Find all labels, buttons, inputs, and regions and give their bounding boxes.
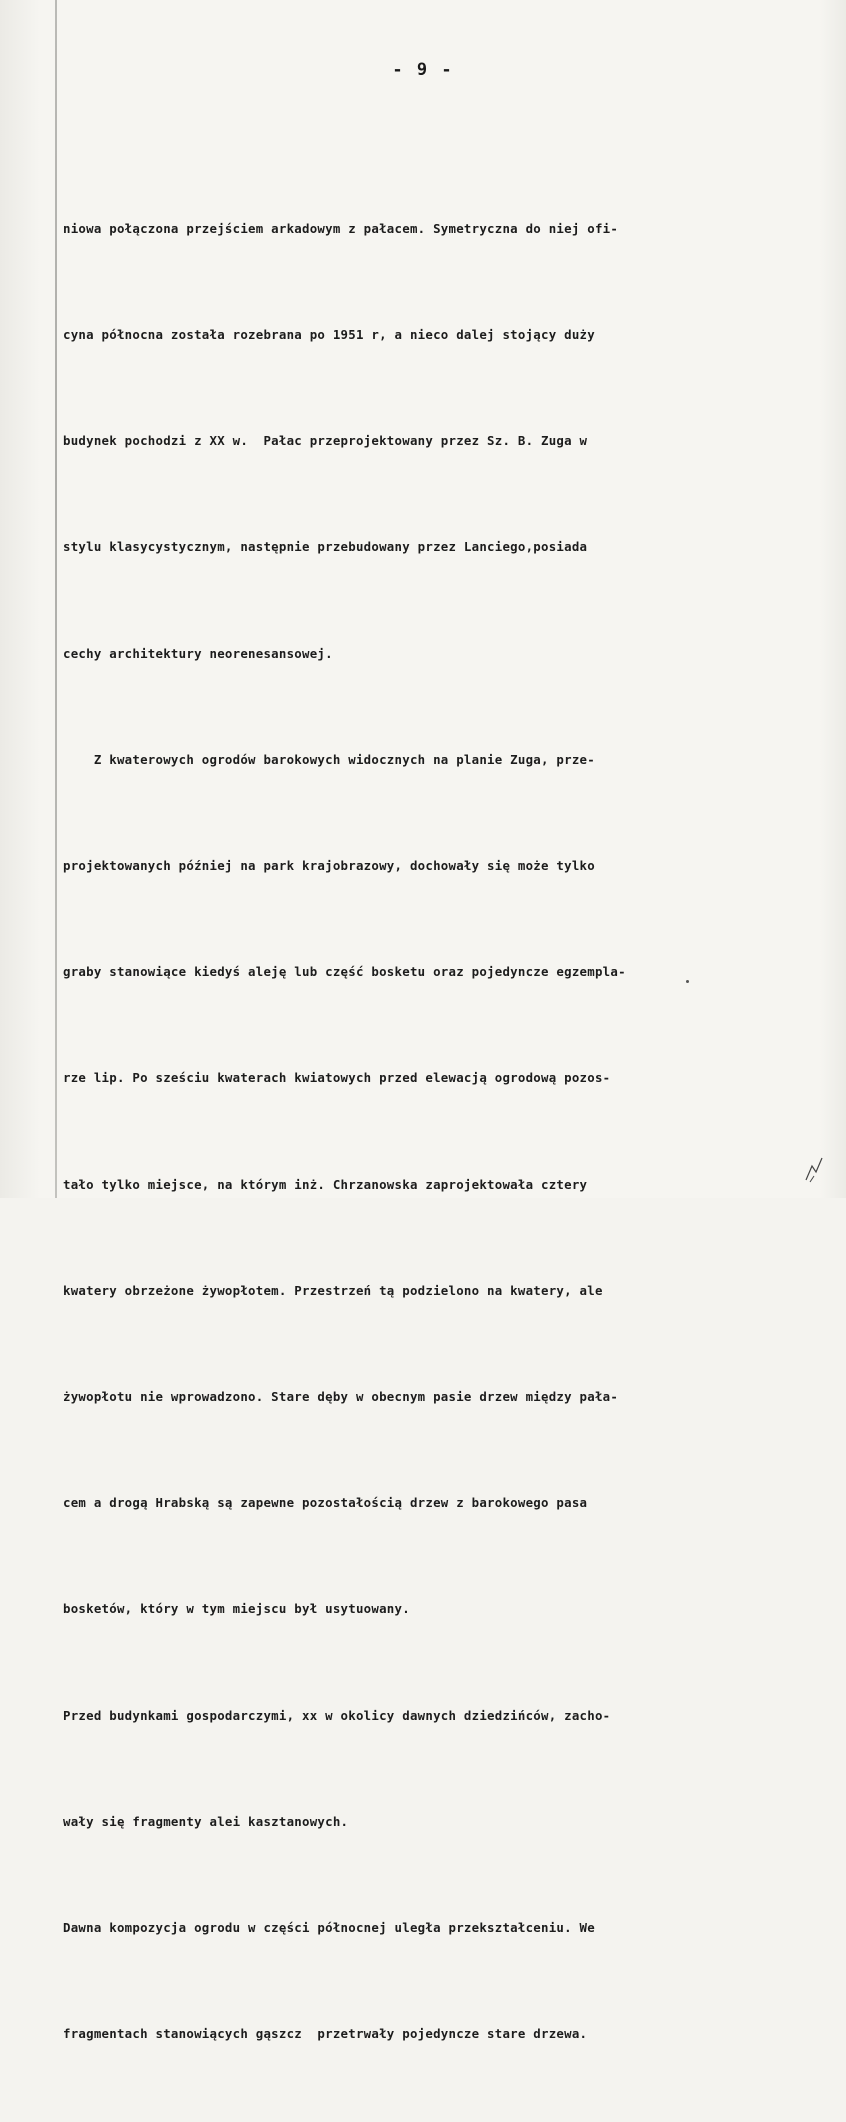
page-number: - 9 - [392, 60, 454, 80]
text-line: budynek pochodzi z XX w. Pałac przeprojektowany przez Sz. B. Zuga w [63, 433, 588, 449]
text-line: cyna północna została rozebrana po 1951 r, a nieco dalej stojący duży [63, 327, 595, 343]
pencil-mark [802, 1154, 828, 1184]
text-line: cechy architektury neorenesansowej. [63, 645, 333, 661]
scan-speck [686, 980, 689, 983]
text-line: żywopłotu nie wprowadzono. Stare dęby w obecnym pasie drzew między pała- [63, 1389, 619, 1405]
text-line: graby stanowiące kiedyś aleję lub część bosketu oraz pojedyncze egzempla- [63, 964, 626, 980]
text-line: Z kwaterowych ogrodów barokowych widocznych na planie Zuga, prze- [63, 751, 595, 767]
page-binding-edge [55, 0, 57, 1198]
text-line: kwatery obrzeżone żywopłotem. Przestrzeń tą podzielono na kwatery, ale [63, 1282, 603, 1298]
text-line: wały się fragmenty alei kasztanowych. [63, 1813, 349, 1829]
text-line: Dawna kompozycja ogrodu w części północnej uległa przekształceniu. We [63, 1920, 595, 1936]
text-line: bosketów, który w tym miejscu był usytuowany. [63, 1601, 410, 1617]
text-line: tało tylko miejsce, na którym inż. Chrzanowska zaprojektowała cztery [63, 1176, 588, 1192]
text-line: Przed budynkami gospodarczymi, xx w okolicy dawnych dziedzińców, zacho- [63, 1707, 611, 1723]
text-line: rze lip. Po sześciu kwaterach kwiatowych przed elewacją ogrodową pozos- [63, 1070, 611, 1086]
text-line: cem a drogą Hrabską są zapewne pozostałością drzew z barokowego pasa [63, 1495, 588, 1511]
text-line: stylu klasycystycznym, następnie przebudowany przez Lanciego,posiada [63, 539, 588, 555]
document-body [63, 140, 803, 2122]
text-line: fragmentach stanowiących gąszcz przetrwały pojedyncze stare drzewa. [63, 2026, 588, 2042]
text-line: projektowanych później na park krajobrazowy, dochowały się może tylko [63, 858, 595, 874]
text-line: niowa połączona przejściem arkadowym z pałacem. Symetryczna do niej ofi- [63, 220, 619, 236]
